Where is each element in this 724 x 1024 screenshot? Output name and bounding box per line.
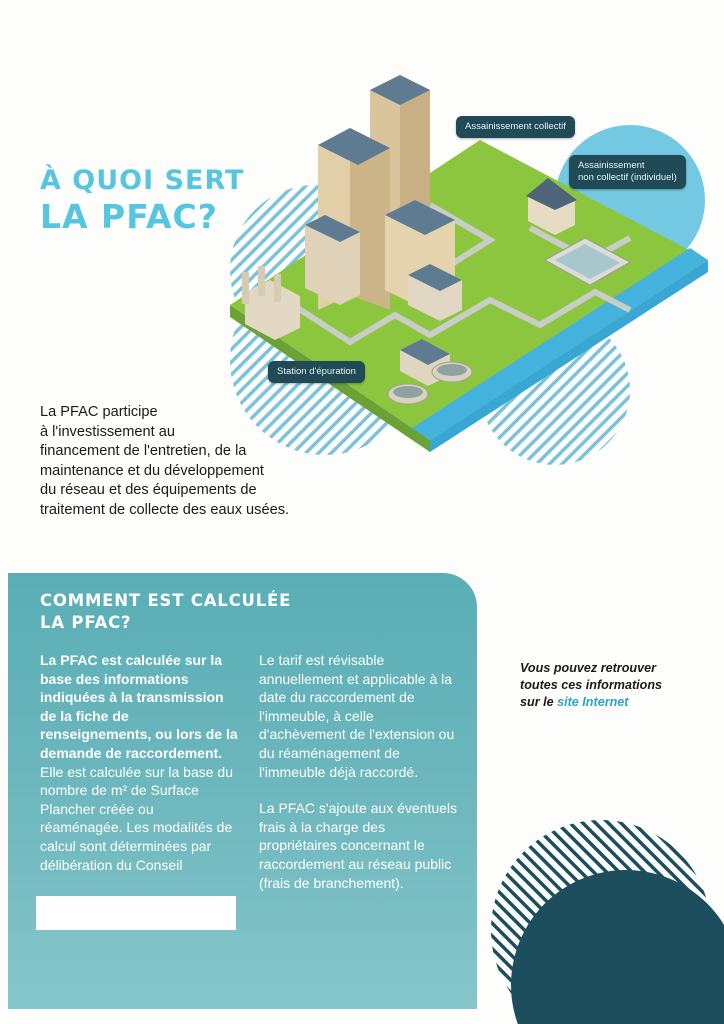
callout-non-collectif [569,155,686,189]
callout-station-label: Station d'épuration [277,366,356,377]
panel-title-line1: COMMENT EST CALCULÉE [40,591,292,610]
intro-line: à l'investissement au [40,423,176,440]
panel-left-regular-text: Elle est calculée sur la base du nombre de m² de Surface Plancher créée ou réaménagée. Les modalités de calcul sont déterminées par délibération du Conseil [40,763,233,873]
website-link[interactable]: site Internet [557,695,629,709]
corner-decoration [476,795,724,1024]
panel-left-column [40,651,240,874]
intro-line: du réseau et des équipements de [40,482,257,498]
website-note [520,660,700,711]
callout-non-collectif-line2: non collectif (individuel) [578,172,677,183]
intro-line: financement de l'entretien, de la [40,443,247,459]
intro-paragraph [40,403,320,520]
page-title-line1: À QUOI SERT [40,165,245,196]
intro-line: La PFAC participe [40,404,158,420]
callout-station [268,361,365,383]
redaction-mark [36,896,236,930]
panel-right-paragraph-1: Le tarif est révisable annuellement et applicable à la date du raccordement de l'immeuble, à celle d'achèvement de l'extension ou du réaménagement de l'immeuble déjà raccordé. [259,652,455,780]
callout-collectif [456,116,575,138]
intro-line: traitement de collecte des eaux usées. [40,501,290,518]
website-note-line2: toutes ces informations [520,678,663,692]
panel-right-paragraph-2: La PFAC s'ajoute aux éventuels frais à la charge des propriétaires concernant le raccordement au réseau public (frais de branchement). [259,800,458,891]
panel-title-line2: LA PFAC? [40,613,132,632]
intro-line: maintenance et du développement [40,462,264,479]
panel-right-column [259,651,459,910]
callout-collectif-label: Assainissement collectif [465,121,566,132]
website-note-prefix: sur le [520,695,558,709]
panel-left-bold-text: La PFAC est calculée sur la base des informations indiquées à la transmission de la fiche de renseignements, ou lors de la demande de raccordement. [40,652,238,761]
website-note-line1: Vous pouvez retrouver [520,661,656,675]
website-note-line3 [520,694,700,711]
page-title-line2: LA PFAC? [40,197,218,236]
callout-non-collectif-line1: Assainissement [578,160,645,171]
panel-title [40,590,291,634]
